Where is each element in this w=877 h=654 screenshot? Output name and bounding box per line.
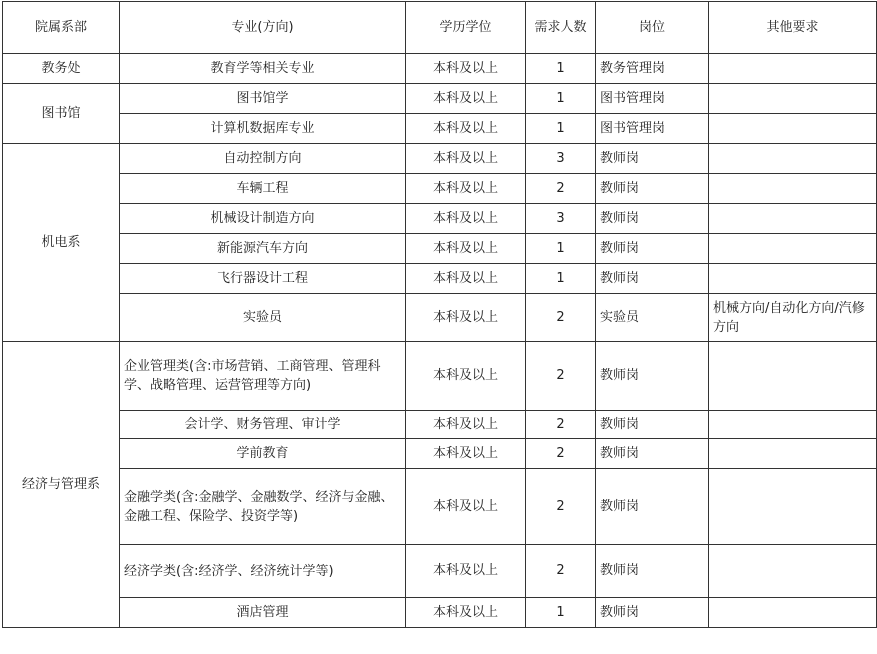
- post-cell: 教师岗: [596, 545, 709, 598]
- degree-cell: 本科及以上: [406, 439, 526, 469]
- count-cell: 1: [526, 84, 596, 114]
- col-header-dept: 院属系部: [3, 2, 120, 54]
- post-cell: 教师岗: [596, 204, 709, 234]
- post-cell: 教师岗: [596, 342, 709, 411]
- recruitment-table: [2, 1, 877, 628]
- degree-cell: 本科及以上: [406, 234, 526, 264]
- other-cell: [709, 264, 877, 294]
- table-row: [3, 598, 877, 628]
- other-cell: [709, 54, 877, 84]
- other-cell: [709, 439, 877, 469]
- table-row: [3, 84, 877, 114]
- post-cell: 图书管理岗: [596, 84, 709, 114]
- post-cell: 教师岗: [596, 264, 709, 294]
- post-cell: 教师岗: [596, 439, 709, 469]
- dept-cell: 机电系: [3, 144, 120, 342]
- table-row: [3, 234, 877, 264]
- dept-cell: 图书馆: [3, 84, 120, 144]
- major-cell: 经济学类(含:经济学、经济统计学等): [120, 545, 406, 598]
- major-cell: 企业管理类(含:市场营销、工商管理、管理科学、战略管理、运营管理等方向): [120, 342, 406, 411]
- major-cell: 飞行器设计工程: [120, 264, 406, 294]
- degree-cell: 本科及以上: [406, 114, 526, 144]
- count-cell: 1: [526, 264, 596, 294]
- degree-cell: 本科及以上: [406, 469, 526, 545]
- degree-cell: 本科及以上: [406, 54, 526, 84]
- post-cell: 教务管理岗: [596, 54, 709, 84]
- post-cell: 图书管理岗: [596, 114, 709, 144]
- other-cell: [709, 598, 877, 628]
- table-row: [3, 114, 877, 144]
- other-cell: [709, 469, 877, 545]
- post-cell: 教师岗: [596, 411, 709, 439]
- degree-cell: 本科及以上: [406, 174, 526, 204]
- major-cell: 自动控制方向: [120, 144, 406, 174]
- col-header-count: 需求人数: [526, 2, 596, 54]
- dept-cell: 教务处: [3, 54, 120, 84]
- degree-cell: 本科及以上: [406, 294, 526, 342]
- major-cell: 图书馆学: [120, 84, 406, 114]
- table-row: [3, 144, 877, 174]
- table-row: [3, 294, 877, 342]
- table-row: [3, 54, 877, 84]
- major-cell: 机械设计制造方向: [120, 204, 406, 234]
- col-header-major: 专业(方向): [120, 2, 406, 54]
- post-cell: 教师岗: [596, 469, 709, 545]
- post-cell: 教师岗: [596, 174, 709, 204]
- dept-cell: 经济与管理系: [3, 342, 120, 628]
- count-cell: 1: [526, 54, 596, 84]
- count-cell: 1: [526, 234, 596, 264]
- count-cell: 2: [526, 342, 596, 411]
- major-cell: 会计学、财务管理、审计学: [120, 411, 406, 439]
- degree-cell: 本科及以上: [406, 545, 526, 598]
- table-row: [3, 411, 877, 439]
- count-cell: 1: [526, 598, 596, 628]
- count-cell: 2: [526, 411, 596, 439]
- post-cell: 教师岗: [596, 144, 709, 174]
- degree-cell: 本科及以上: [406, 144, 526, 174]
- other-cell: [709, 174, 877, 204]
- count-cell: 3: [526, 204, 596, 234]
- major-cell: 车辆工程: [120, 174, 406, 204]
- other-cell: [709, 545, 877, 598]
- count-cell: 1: [526, 114, 596, 144]
- count-cell: 2: [526, 545, 596, 598]
- col-header-other: 其他要求: [709, 2, 877, 54]
- other-cell: [709, 84, 877, 114]
- table-row: [3, 545, 877, 598]
- other-cell: [709, 234, 877, 264]
- degree-cell: 本科及以上: [406, 411, 526, 439]
- major-cell: 新能源汽车方向: [120, 234, 406, 264]
- other-cell: [709, 114, 877, 144]
- other-cell: [709, 342, 877, 411]
- col-header-degree: 学历学位: [406, 2, 526, 54]
- count-cell: 2: [526, 469, 596, 545]
- major-cell: 实验员: [120, 294, 406, 342]
- major-cell: 酒店管理: [120, 598, 406, 628]
- major-cell: 学前教育: [120, 439, 406, 469]
- count-cell: 3: [526, 144, 596, 174]
- table-row: [3, 204, 877, 234]
- table-row: [3, 264, 877, 294]
- other-cell: [709, 411, 877, 439]
- table-row: [3, 439, 877, 469]
- post-cell: 教师岗: [596, 234, 709, 264]
- other-cell: [709, 204, 877, 234]
- degree-cell: 本科及以上: [406, 598, 526, 628]
- count-cell: 2: [526, 174, 596, 204]
- table-row: [3, 469, 877, 545]
- count-cell: 2: [526, 294, 596, 342]
- col-header-post: 岗位: [596, 2, 709, 54]
- major-cell: 教育学等相关专业: [120, 54, 406, 84]
- major-cell: 计算机数据库专业: [120, 114, 406, 144]
- degree-cell: 本科及以上: [406, 342, 526, 411]
- major-cell: 金融学类(含:金融学、金融数学、经济与金融、金融工程、保险学、投资学等): [120, 469, 406, 545]
- table-row: [3, 342, 877, 411]
- table-row: [3, 174, 877, 204]
- degree-cell: 本科及以上: [406, 204, 526, 234]
- degree-cell: 本科及以上: [406, 264, 526, 294]
- post-cell: 实验员: [596, 294, 709, 342]
- other-cell: [709, 144, 877, 174]
- count-cell: 2: [526, 439, 596, 469]
- other-cell: 机械方向/自动化方向/汽修方向: [709, 294, 877, 342]
- degree-cell: 本科及以上: [406, 84, 526, 114]
- header-row: [3, 2, 877, 54]
- post-cell: 教师岗: [596, 598, 709, 628]
